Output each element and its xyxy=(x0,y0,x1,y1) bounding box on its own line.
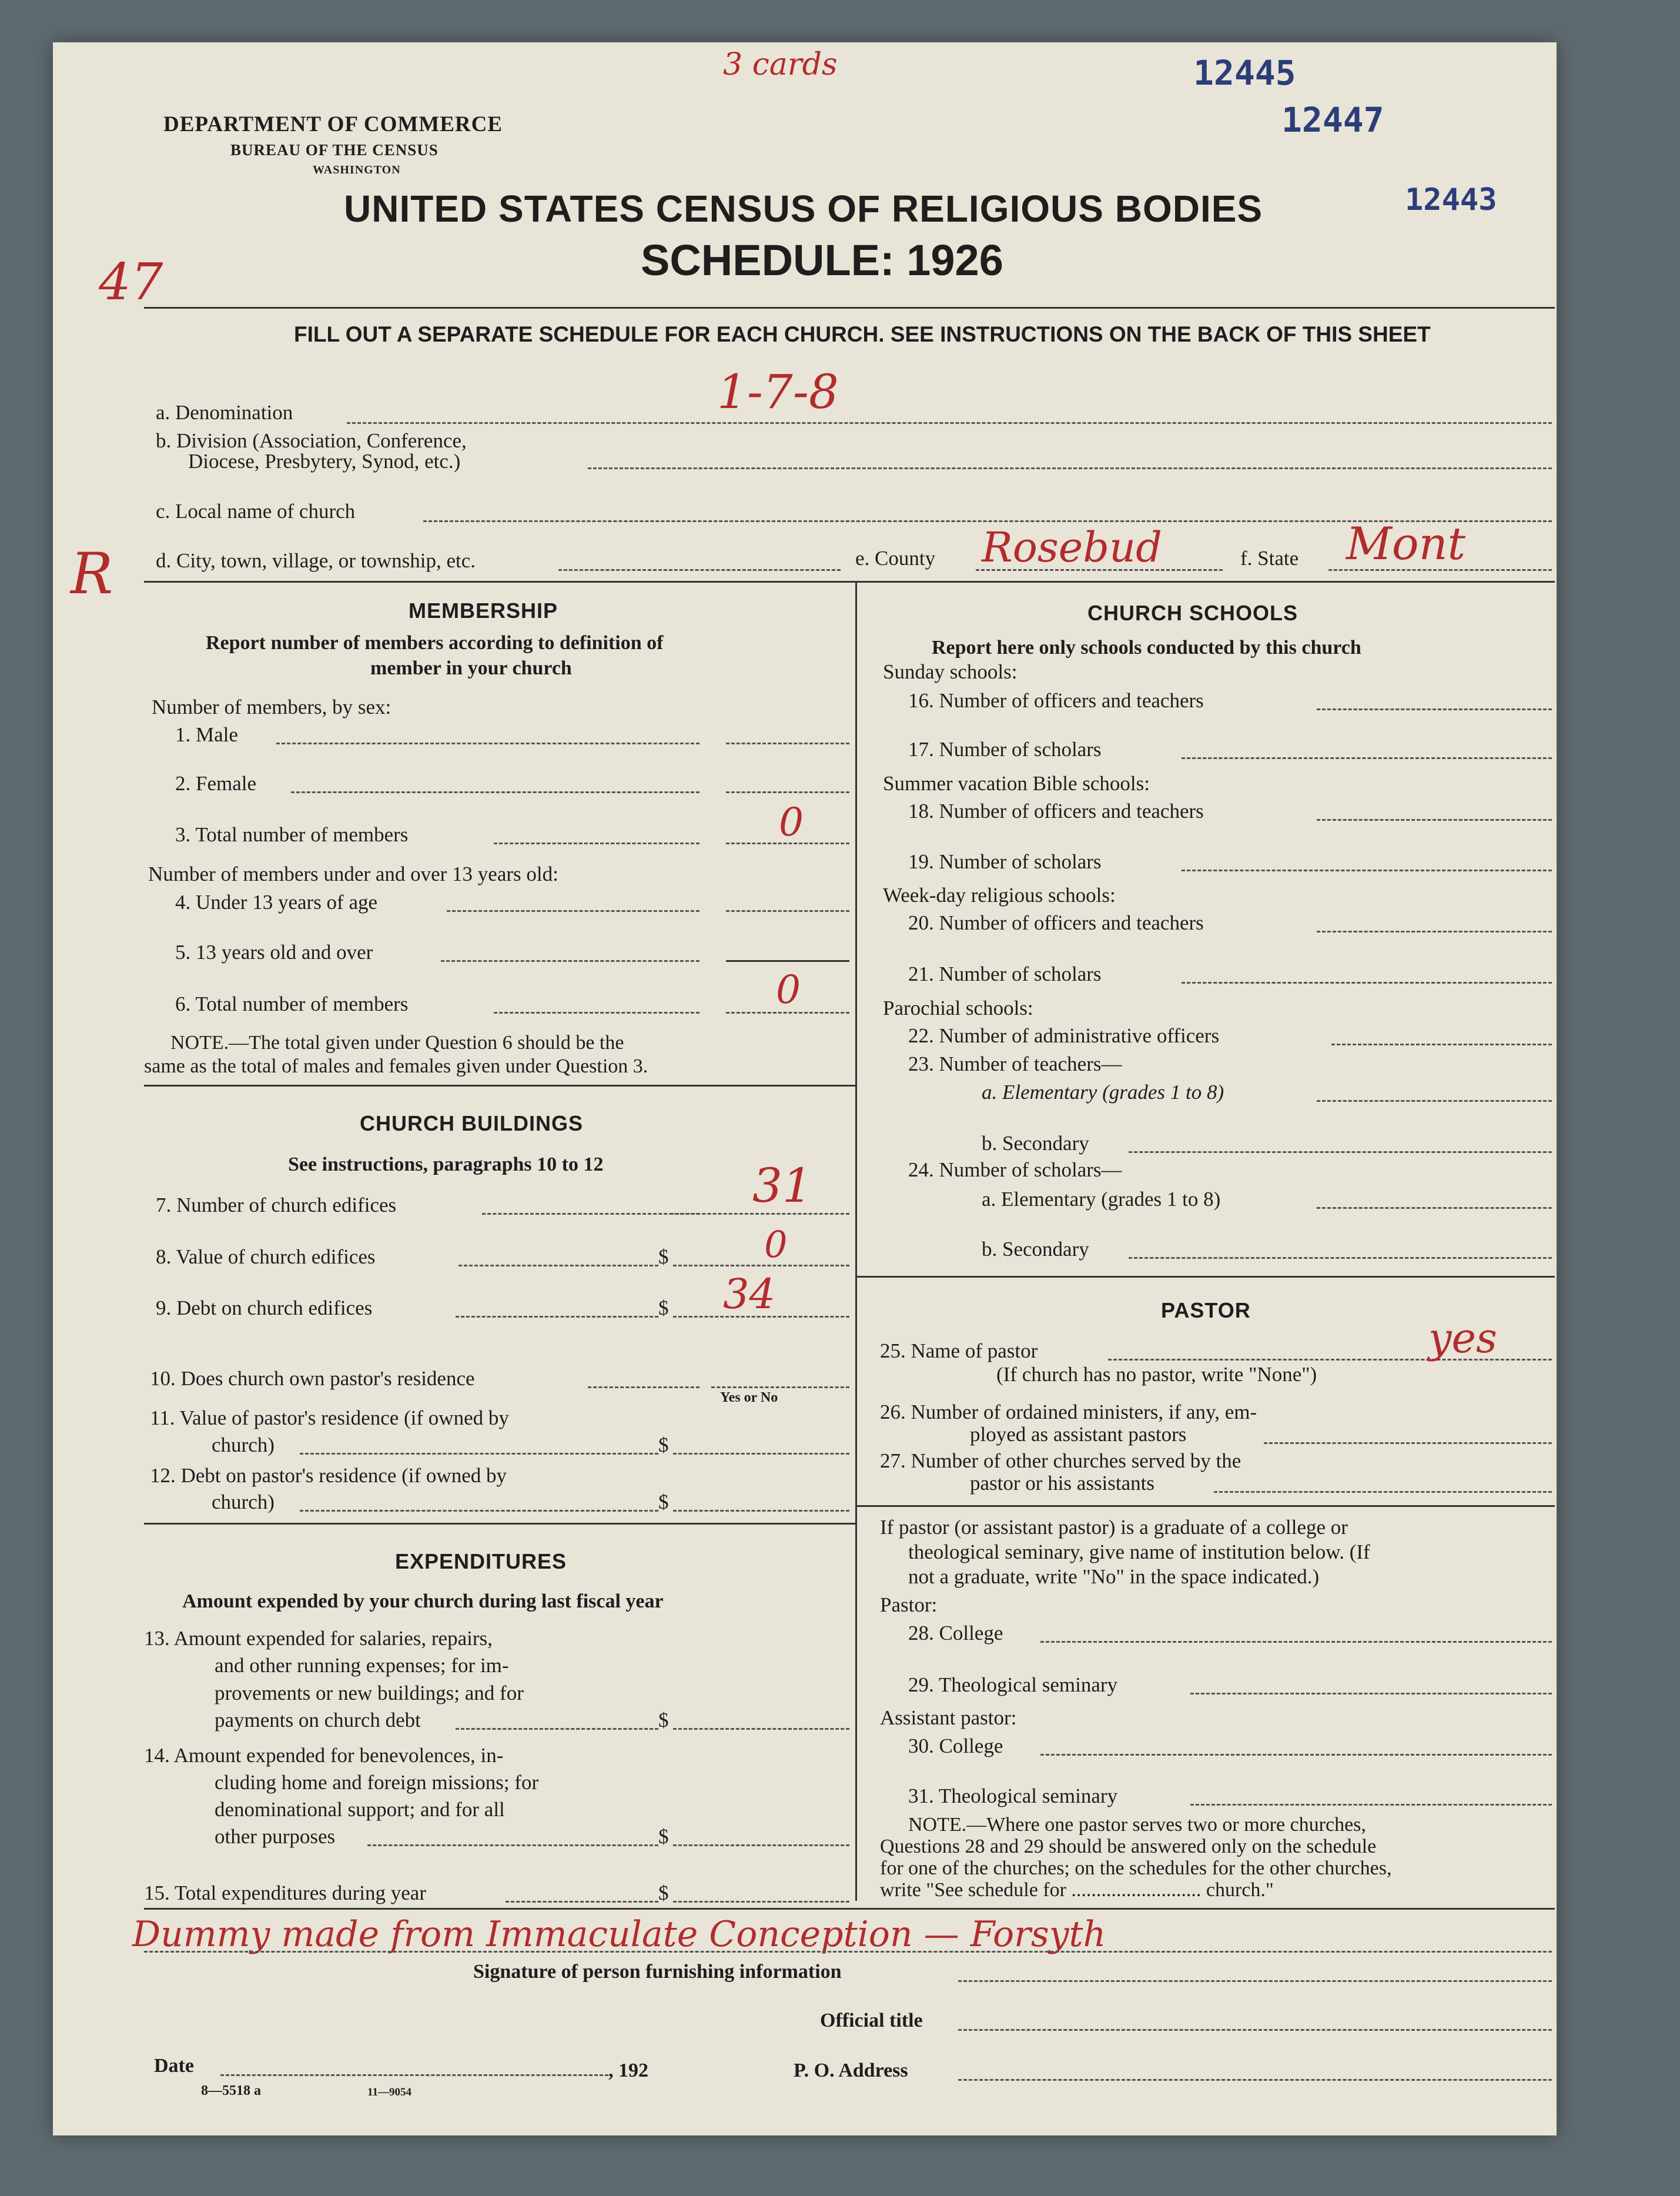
po-address-line xyxy=(958,2079,1552,2081)
department-header: DEPARTMENT OF COMMERCE xyxy=(163,112,503,136)
q4-dots xyxy=(447,910,700,912)
q13-label-4: payments on church debt xyxy=(215,1709,421,1732)
q25-label: 25. Name of pastor xyxy=(880,1339,1038,1362)
q8-label: 8. Value of church edifices xyxy=(156,1245,376,1268)
division-label-1: b. Division (Association, Conference, xyxy=(156,429,467,452)
q5-13-and-over-label: 5. 13 years old and over xyxy=(175,941,373,964)
q25-note: (If church has no pastor, write "None") xyxy=(996,1363,1317,1386)
q23b-dots xyxy=(1129,1151,1552,1153)
q7-dots xyxy=(482,1213,700,1215)
q6-dots xyxy=(494,1012,700,1014)
q23a-dots xyxy=(1317,1100,1552,1102)
q17-label: 17. Number of scholars xyxy=(908,738,1102,761)
print-number: 11—9054 xyxy=(367,2086,411,2098)
q16-label: 16. Number of officers and teachers xyxy=(908,689,1204,712)
q20-label: 20. Number of officers and teachers xyxy=(908,911,1204,934)
pastor-note-4: write "See schedule for .......................... church." xyxy=(880,1879,1274,1901)
expenditures-subheading: Amount expended by your church during last fiscal year xyxy=(182,1590,664,1612)
q2-female-label: 2. Female xyxy=(175,772,257,795)
q16-dots xyxy=(1317,708,1552,710)
header-divider xyxy=(144,307,1555,309)
form-number: 8—5518 a xyxy=(201,2083,261,2098)
q6-total-label: 6. Total number of members xyxy=(175,992,409,1015)
q9-label: 9. Debt on church edifices xyxy=(156,1296,373,1319)
footer-divider xyxy=(144,1908,1555,1910)
q18-dots xyxy=(1317,819,1552,821)
q24a-label: a. Elementary (grades 1 to 8) xyxy=(982,1188,1221,1211)
q26-label-2: ployed as assistant pastors xyxy=(970,1423,1187,1446)
po-address-label: P. O. Address xyxy=(794,2060,908,2081)
q4-answer-line xyxy=(726,910,849,912)
q22-label: 22. Number of administrative officers xyxy=(908,1024,1220,1047)
q13-label-2: and other running expenses; for im- xyxy=(215,1654,509,1677)
signature-label-line xyxy=(958,1980,1552,1982)
expenditures-heading: EXPENDITURES xyxy=(395,1549,567,1573)
q19-dots xyxy=(1182,870,1552,871)
church-schools-subheading: Report here only schools conducted by this church xyxy=(932,637,1361,659)
division-label-2: Diocese, Presbytery, Synod, etc.) xyxy=(188,450,461,473)
q12-dollar: $ xyxy=(658,1490,669,1513)
state-value: Mont xyxy=(1346,517,1466,570)
q25-value: yes xyxy=(1428,1314,1497,1362)
q14-label-1: 14. Amount expended for benevolences, in- xyxy=(144,1744,504,1767)
q14-dollar: $ xyxy=(658,1825,669,1848)
pastor-note-2: Questions 28 and 29 should be answered only on the schedule xyxy=(880,1836,1377,1857)
q14-label-3: denominational support; and for all xyxy=(215,1798,505,1821)
q13-label-3: provements or new buildings; and for xyxy=(215,1682,524,1704)
q27-label-1: 27. Number of other churches served by the xyxy=(880,1449,1241,1472)
denomination-label: a. Denomination xyxy=(156,401,293,424)
q8-dots xyxy=(459,1265,658,1266)
q9-dollar: $ xyxy=(658,1296,669,1319)
q11-dots xyxy=(300,1453,658,1455)
q2-dots xyxy=(291,791,700,793)
q24-label: 24. Number of scholars— xyxy=(908,1158,1122,1181)
city-label: d. City, town, village, or township, etc. xyxy=(156,549,476,572)
q31-label: 31. Theological seminary xyxy=(908,1784,1118,1807)
q1-male-label: 1. Male xyxy=(175,723,238,746)
official-title-line xyxy=(958,2029,1552,2031)
q12-label-2: church) xyxy=(212,1490,275,1513)
left-number-annotation: 47 xyxy=(99,253,163,312)
left-letter-annotation: R xyxy=(71,541,113,607)
church-buildings-heading: CHURCH BUILDINGS xyxy=(360,1111,583,1135)
denomination-line xyxy=(347,422,1552,424)
q27-label-2: pastor or his assistants xyxy=(970,1472,1155,1495)
q12-answer-line xyxy=(673,1510,849,1512)
q24b-label: b. Secondary xyxy=(982,1238,1089,1261)
q5-dots xyxy=(441,960,700,962)
membership-divider xyxy=(144,1085,855,1087)
county-value: Rosebud xyxy=(982,523,1162,571)
q11-dollar: $ xyxy=(658,1433,669,1456)
stamp-number-3: 12443 xyxy=(1405,182,1497,218)
q13-label-1: 13. Amount expended for salaries, repairs, xyxy=(144,1627,493,1650)
pastor-note-1: NOTE.—Where one pastor serves two or more churches, xyxy=(908,1814,1366,1836)
graduate-instruction-1: If pastor (or assistant pastor) is a graduate of a college or xyxy=(880,1516,1348,1539)
pastor-heading: PASTOR xyxy=(1161,1298,1251,1322)
center-column-divider xyxy=(855,581,857,1901)
parochial-schools-label: Parochial schools: xyxy=(883,997,1033,1020)
summer-schools-label: Summer vacation Bible schools: xyxy=(883,772,1150,795)
q30-dots xyxy=(1040,1754,1552,1756)
q4-under-13-label: 4. Under 13 years of age xyxy=(175,891,378,914)
q8-value: 0 xyxy=(764,1223,788,1266)
city-header: WASHINGTON xyxy=(313,163,401,176)
date-line xyxy=(220,2074,608,2076)
q9-dots xyxy=(456,1316,658,1318)
membership-heading: MEMBERSHIP xyxy=(409,599,558,623)
q8-answer-line xyxy=(673,1265,849,1266)
q10-answer-line xyxy=(711,1386,849,1388)
sunday-schools-label: Sunday schools: xyxy=(883,660,1018,683)
q31-dots xyxy=(1190,1804,1552,1806)
q1-answer-line xyxy=(726,743,849,744)
q15-dots xyxy=(506,1901,658,1903)
q11-answer-line xyxy=(673,1453,849,1455)
q3-total-label: 3. Total number of members xyxy=(175,823,409,846)
church-schools-heading: CHURCH SCHOOLS xyxy=(1087,601,1299,625)
q24b-dots xyxy=(1129,1257,1552,1259)
membership-note-1: NOTE.—The total given under Question 6 should be the xyxy=(170,1032,624,1054)
q7-label: 7. Number of church edifices xyxy=(156,1194,397,1216)
cards-annotation: 3 cards xyxy=(723,47,838,82)
q10-dots xyxy=(588,1386,700,1388)
form-subtitle: SCHEDULE: 1926 xyxy=(641,236,1003,285)
q6-value: 0 xyxy=(776,967,801,1012)
q19-label: 19. Number of scholars xyxy=(908,850,1102,873)
q29-label: 29. Theological seminary xyxy=(908,1673,1118,1696)
q5-answer-rule xyxy=(726,960,849,962)
signature-label: Signature of person furnishing information xyxy=(473,1961,842,1983)
fill-out-instruction: FILL OUT A SEPARATE SCHEDULE FOR EACH CHURCH. SEE INSTRUCTIONS ON THE BACK OF THIS SHEET xyxy=(294,322,1431,346)
q15-label: 15. Total expenditures during year xyxy=(144,1881,426,1904)
signature-line xyxy=(144,1951,1552,1953)
q27-dots xyxy=(1214,1491,1552,1493)
q14-dots xyxy=(367,1844,658,1846)
weekday-schools-label: Week-day religious schools: xyxy=(883,884,1116,907)
pastor-subheading: Pastor: xyxy=(880,1593,938,1616)
q3-dots xyxy=(494,843,700,844)
year-label: , 192 xyxy=(608,2060,648,2081)
q26-label-1: 26. Number of ordained ministers, if any, em- xyxy=(880,1401,1257,1423)
q15-answer-line xyxy=(673,1901,849,1903)
assistant-pastor-subheading: Assistant pastor: xyxy=(880,1706,1017,1729)
city-line xyxy=(558,569,841,571)
q13-dollar: $ xyxy=(658,1709,669,1732)
q11-label-1: 11. Value of pastor's residence (if owned by xyxy=(150,1406,509,1429)
identification-divider xyxy=(144,581,1555,583)
official-title-label: Official title xyxy=(820,2010,923,2031)
q18-label: 18. Number of officers and teachers xyxy=(908,800,1204,823)
q29-dots xyxy=(1190,1693,1552,1694)
members-by-sex-label: Number of members, by sex: xyxy=(152,696,391,718)
q7-answer-line xyxy=(670,1213,849,1215)
church-buildings-subheading: See instructions, paragraphs 10 to 12 xyxy=(288,1154,604,1175)
q23b-label: b. Secondary xyxy=(982,1132,1089,1155)
state-label: f. State xyxy=(1240,547,1299,570)
q9-value: 34 xyxy=(723,1270,776,1318)
signature-value: Dummy made from Immaculate Conception — Forsyth xyxy=(132,1914,1106,1955)
q21-dots xyxy=(1182,982,1552,984)
graduate-instruction-3: not a graduate, write "No" in the space indicated.) xyxy=(908,1565,1320,1588)
q17-dots xyxy=(1182,757,1552,759)
q13-dots xyxy=(456,1728,658,1730)
q12-dots xyxy=(300,1510,658,1512)
q22-dots xyxy=(1331,1044,1552,1045)
q13-answer-line xyxy=(673,1728,849,1730)
q10-label: 10. Does church own pastor's residence xyxy=(150,1367,475,1390)
q12-label-1: 12. Debt on pastor's residence (if owned by xyxy=(150,1464,507,1487)
q7-value: 31 xyxy=(752,1158,812,1213)
county-label: e. County xyxy=(855,547,936,570)
graduate-instruction-2: theological seminary, give name of institution below. (If xyxy=(908,1540,1370,1563)
pastor-note-3: for one of the churches; on the schedules for the other churches, xyxy=(880,1857,1392,1879)
buildings-divider xyxy=(144,1523,855,1525)
q14-label-2: cluding home and foreign missions; for xyxy=(215,1771,539,1794)
membership-subheading-1: Report number of members according to definition of xyxy=(206,632,664,654)
membership-note-2: same as the total of males and females given under Question 3. xyxy=(144,1055,648,1077)
stamp-number-1: 12445 xyxy=(1193,53,1296,93)
q23-label: 23. Number of teachers— xyxy=(908,1052,1122,1075)
yes-or-no-caption: Yes or No xyxy=(720,1390,778,1405)
q2-answer-line xyxy=(726,791,849,793)
bureau-header: BUREAU OF THE CENSUS xyxy=(230,141,439,159)
local-name-label: c. Local name of church xyxy=(156,500,356,523)
q28-label: 28. College xyxy=(908,1622,1003,1645)
q21-label: 21. Number of scholars xyxy=(908,962,1102,985)
q11-label-2: church) xyxy=(212,1433,275,1456)
q30-label: 30. College xyxy=(908,1734,1003,1757)
schools-divider xyxy=(855,1276,1555,1278)
q3-value: 0 xyxy=(779,800,804,845)
form-title: UNITED STATES CENSUS OF RELIGIOUS BODIES xyxy=(344,188,1263,230)
stamp-number-2: 12447 xyxy=(1281,100,1384,140)
q15-dollar: $ xyxy=(658,1881,669,1904)
denomination-value: 1-7-8 xyxy=(717,365,839,419)
q1-dots xyxy=(276,743,700,744)
pastor-divider xyxy=(855,1505,1555,1507)
members-by-age-label: Number of members under and over 13 years old: xyxy=(148,863,558,885)
q20-dots xyxy=(1317,931,1552,932)
q26-dots xyxy=(1264,1442,1552,1444)
q23a-label: a. Elementary (grades 1 to 8) xyxy=(982,1081,1224,1104)
q14-answer-line xyxy=(673,1844,849,1846)
q24a-dots xyxy=(1317,1207,1552,1209)
division-line xyxy=(588,467,1552,469)
date-label: Date xyxy=(154,2055,194,2077)
membership-subheading-2: member in your church xyxy=(370,657,572,679)
q14-label-4: other purposes xyxy=(215,1825,336,1848)
q28-dots xyxy=(1040,1641,1552,1643)
q8-dollar: $ xyxy=(658,1245,669,1268)
